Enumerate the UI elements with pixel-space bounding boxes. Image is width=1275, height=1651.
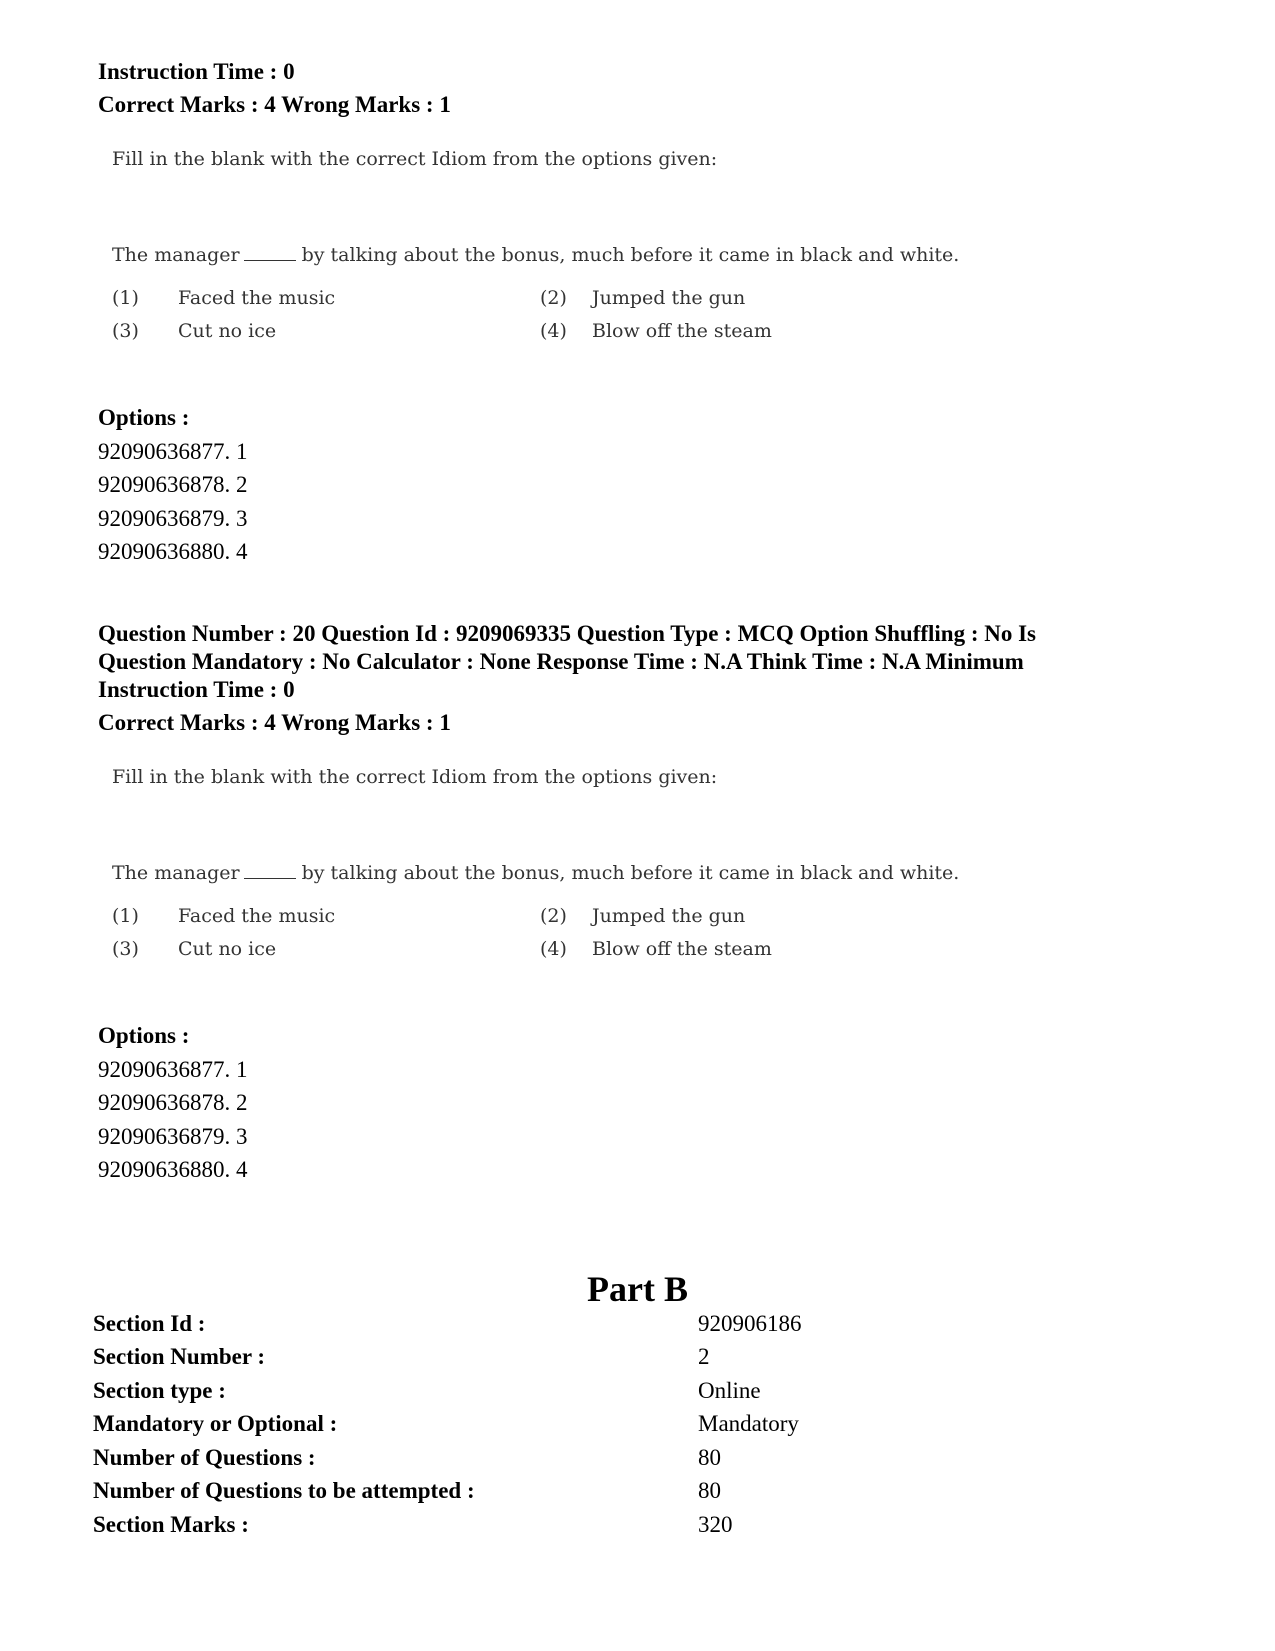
q19-meta-instruction-time: Instruction Time : 0 <box>98 59 295 84</box>
number-of-questions-row <box>93 1445 1193 1475</box>
section-type-label: Section type : <box>93 1378 226 1403</box>
q20-option-2: 92090636878. 2 <box>98 1090 248 1115</box>
q19-sentence-start: The manager <box>112 244 240 266</box>
q20-options-title: Options : <box>98 1023 190 1048</box>
section-number-row <box>93 1344 1193 1374</box>
section-marks-label: Section Marks : <box>93 1512 249 1537</box>
mandatory-optional-label: Mandatory or Optional : <box>93 1411 338 1436</box>
q20-meta-line-2: Question Mandatory : No Calculator : None Response Time : N.A Think Time : N.A Minimum <box>98 649 1024 674</box>
q20-meta-line-1: Question Number : 20 Question Id : 9209069335 Question Type : MCQ Option Shuffling : No Is <box>98 621 1037 646</box>
q19-meta-marks: Correct Marks : 4 Wrong Marks : 1 <box>98 92 451 117</box>
q19-instruction: Fill in the blank with the correct Idiom from the options given: <box>112 148 718 170</box>
section-marks-value: 320 <box>698 1512 733 1537</box>
questions-to-attempt-row <box>93 1478 1193 1508</box>
number-of-questions-label: Number of Questions : <box>93 1445 316 1470</box>
part-b-title: Part B <box>587 1269 688 1309</box>
q20-sentence-end: by talking about the bonus, much before it came in black and white. <box>301 862 960 884</box>
q19-sentence-end: by talking about the bonus, much before it came in black and white. <box>301 244 960 266</box>
section-id-row <box>93 1311 1193 1341</box>
q20-sentence <box>112 862 959 884</box>
q20-instruction: Fill in the blank with the correct Idiom from the options given: <box>112 766 718 788</box>
mandatory-optional-row <box>93 1411 1193 1441</box>
q20-meta-marks: Correct Marks : 4 Wrong Marks : 1 <box>98 710 451 735</box>
q20-option-3: 92090636879. 3 <box>98 1124 248 1149</box>
q19-options-title: Options : <box>98 405 190 430</box>
q19-choice-3: (3) Cut no ice <box>112 320 277 342</box>
q19-choice-4: (4) Blow off the steam <box>540 320 772 342</box>
q20-choice-3: (3) Cut no ice <box>112 938 277 960</box>
q19-blank <box>244 258 296 261</box>
q19-option-3: 92090636879. 3 <box>98 506 248 531</box>
section-marks-row <box>93 1512 1193 1542</box>
q19-option-2: 92090636878. 2 <box>98 472 248 497</box>
q20-option-1: 92090636877. 1 <box>98 1057 248 1082</box>
number-of-questions-value: 80 <box>698 1445 721 1470</box>
q19-option-4: 92090636880. 4 <box>98 539 248 564</box>
q20-sentence-start: The manager <box>112 862 240 884</box>
questions-to-attempt-label: Number of Questions to be attempted : <box>93 1478 475 1503</box>
q20-choice-2: (2) Jumped the gun <box>540 905 746 927</box>
section-type-value: Online <box>698 1378 761 1403</box>
q20-choice-1: (1) Faced the music <box>112 905 336 927</box>
section-number-value: 2 <box>698 1344 710 1369</box>
q20-meta-instruction-time: Instruction Time : 0 <box>98 677 295 702</box>
section-id-label: Section Id : <box>93 1311 206 1336</box>
section-id-value: 920906186 <box>698 1311 802 1336</box>
mandatory-optional-value: Mandatory <box>698 1411 799 1436</box>
q20-option-4: 92090636880. 4 <box>98 1157 248 1182</box>
q19-option-1: 92090636877. 1 <box>98 439 248 464</box>
section-type-row <box>93 1378 1193 1408</box>
q20-choice-4: (4) Blow off the steam <box>540 938 772 960</box>
q19-choice-2: (2) Jumped the gun <box>540 287 746 309</box>
q19-choice-1: (1) Faced the music <box>112 287 336 309</box>
section-number-label: Section Number : <box>93 1344 266 1369</box>
q20-blank <box>244 876 296 879</box>
q19-sentence <box>112 244 959 266</box>
questions-to-attempt-value: 80 <box>698 1478 721 1503</box>
